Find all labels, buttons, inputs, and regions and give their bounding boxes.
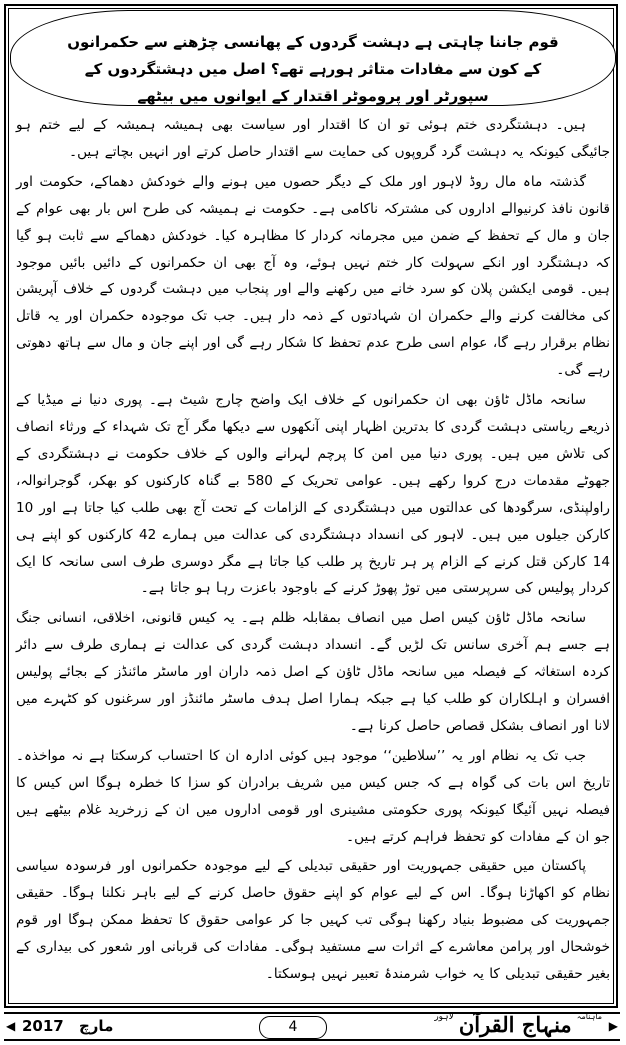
article-body: [16, 112, 610, 983]
magazine-title: منہاج القرآن: [458, 1012, 572, 1037]
issue-year: 2017: [22, 1017, 64, 1035]
issue-date: [22, 1017, 113, 1035]
pull-quote-box: [10, 10, 616, 106]
paragraph-6: پاکستان میں حقیقی جمہوریت اور حقیقی تبدیلی کے لیے موجودہ حکمرانوں اور فرسودہ سیاسی نظام کو اکھاڑنا ہوگا۔ اس کے لیے عوام کو اپنے حقوق حاصل کرنے کے لیے باہر نکلنا ہوگا۔ حقیقی جمہوریت کی مضبوط بنیاد رکھنا ہوگی تب کہیں جا کر عوامی حقوق کا تحفظ ممکن ہوگا اور قوم خوشحال اور پرامن معاشرے کے اثرات سے مستفید ہوگی۔ مفادات کی قربانی اور شعور کی بیداری کے بغیر حقیقی تبدیلی کا یہ خواب شرمندۂ تعبیر نہیں ہوسکتا۔: [16, 858, 610, 983]
magazine-masthead: [434, 1012, 602, 1037]
paragraph-2: گذشتہ ماہ مال روڈ لاہور اور ملک کے دیگر حصوں میں ہونے والے خودکش دھماکے، حکومت اور قانون نافذ کرنیوالے اداروں کی مشترکہ ناکامی ہے۔ حکومت نے ہمیشہ کی طرح اس بار بھی عوام کے جان و مال کے تحفظ کے ضمن میں مجرمانہ کردار کا مظاہرہ کیا۔ خودکش دھماکے سے ثابت ہو گیا کہ دہشتگرد اور انکے سہولت کار ختم نہیں ہوئے، وہ آج بھی ان حکمرانوں کے دائیں بائیں موجود ہیں۔ قومی ایکشن پلان کو سرد خانے میں رکھنے والے اور پنجاب میں دہشت گردوں کے خلاف آپریشن کی مخالفت کرنے والے حکمران ان شہادتوں کے ذمہ دار ہیں۔ جب تک موجودہ حکمران اور یہ قاتل نظام برقرار رہے گا، عوام اسی طرح عدم تحفظ کا شکار رہے گی اور اپنے جان و مال سے ہاتھ دھوتی رہے گی۔: [16, 173, 610, 379]
paragraph-5: جب تک یہ نظام اور یہ ’’سلاطین‘‘ موجود ہیں کوئی ادارہ ان کا احتساب کرسکتا ہے نہ مواخذہ۔ تاریخ اس بات کی گواہ ہے کہ جس کیس میں شریف برادران کو سزا کا خطرہ ہوگا اس کیس کا فیصلہ نہیں آئیگا کیونکہ پوری حکومتی مشینری اور قومی اداروں میں ان کے زرخرید غلام بیٹھے ہیں جو ان کے مفادات کو تحفظ فراہم کرتے ہیں۔: [16, 747, 610, 845]
left-ornament-icon: ◀: [6, 1019, 16, 1033]
pull-quote-text: قوم جاننا چاہتی ہے دہشت گردوں کے پھانسی چڑھنے سے حکمرانوں کے کون سے مفادات متاثر ہورہے تھے؟ اصل میں دہشتگردوں کے سپورٹر اور پروموٹر اقتدار کے ایوانوں میں بیٹھے: [67, 33, 559, 105]
paragraph-1: ہیں۔ دہشتگردی ختم ہوئی تو ان کا اقتدار اور سیاست بھی ہمیشہ ہمیشہ کے لیے ختم ہو جائیگی کیونکہ یہ دہشت گرد گروپوں کی حمایت سے اقتدار حاصل کرتے اور انہیں بچاتے ہیں۔: [16, 117, 610, 160]
magazine-prefix: ماہنامہ: [576, 1012, 602, 1021]
right-ornament-icon: ▶: [608, 1019, 618, 1033]
paragraph-3: سانحہ ماڈل ٹاؤن بھی ان حکمرانوں کے خلاف ایک واضح چارج شیٹ ہے۔ پوری دنیا نے میڈیا کے ذریعے ریاستی دہشت گردی کا بدترین اظہار اپنی آنکھوں سے دیکھا مگر آج تک شہداء کے ورثاء انصاف کی تلاش میں ہیں۔ پوری دنیا میں امن کا پرچم لہرانے والوں کے خلاف حکومت نے دہشتگردی کے جھوٹے مقدمات درج کروا رکھے ہیں۔ عوامی تحریک کے 580 بے گناہ کارکنوں کو بھکر، گوجرانوالہ، راولپنڈی، سرگودھا کی عدالتوں میں دہشتگردی کے الزامات کے تحت آج بھی طلب کیا جاتا ہے اور 10 کارکن جیلوں میں ہیں۔ لاہور کی انسداد دہشتگردی کی عدالت میں ہمارے 42 کارکنوں کو اپنے ہی 14 کارکن قتل کرنے کے الزام پر ہر تاریخ پر طلب کیا جاتا ہے مگر دوسری طرف اسی سانحہ کا ایک کردار پولیس کی سرپرستی میں توڑ پھوڑ کرنے کے باوجود باعزت رہا ہو جاتا ہے۔: [16, 392, 610, 597]
page-footer: [4, 1012, 620, 1041]
issue-month: مارچ: [78, 1017, 114, 1035]
page-number-text: 4: [288, 1019, 298, 1035]
page-number: [259, 1016, 327, 1039]
magazine-city: لاہور: [434, 1012, 454, 1022]
paragraph-4: سانحہ ماڈل ٹاؤن کیس اصل میں انصاف بمقابلہ ظلم ہے۔ یہ کیس قانونی، اخلاقی، انسانی جنگ ہے جسے ہم آخری سانس تک لڑیں گے۔ انسداد دہشت گردی کی عدالت نے ہماری طرف سے دائر کردہ استغاثہ کے فیصلہ میں سانحہ ماڈل ٹاؤن کے اصل ذمہ داران اور ماسٹر مائنڈز کے بجائے پولیس افسران و اہلکاران کو طلب کیا ہے جبکہ ہمارا اصل ہدف ماسٹر مائنڈز اور سرغنوں کو کٹہرے میں لانا اور انصاف بشکل قصاص حاصل کرنا ہے۔: [16, 610, 610, 734]
